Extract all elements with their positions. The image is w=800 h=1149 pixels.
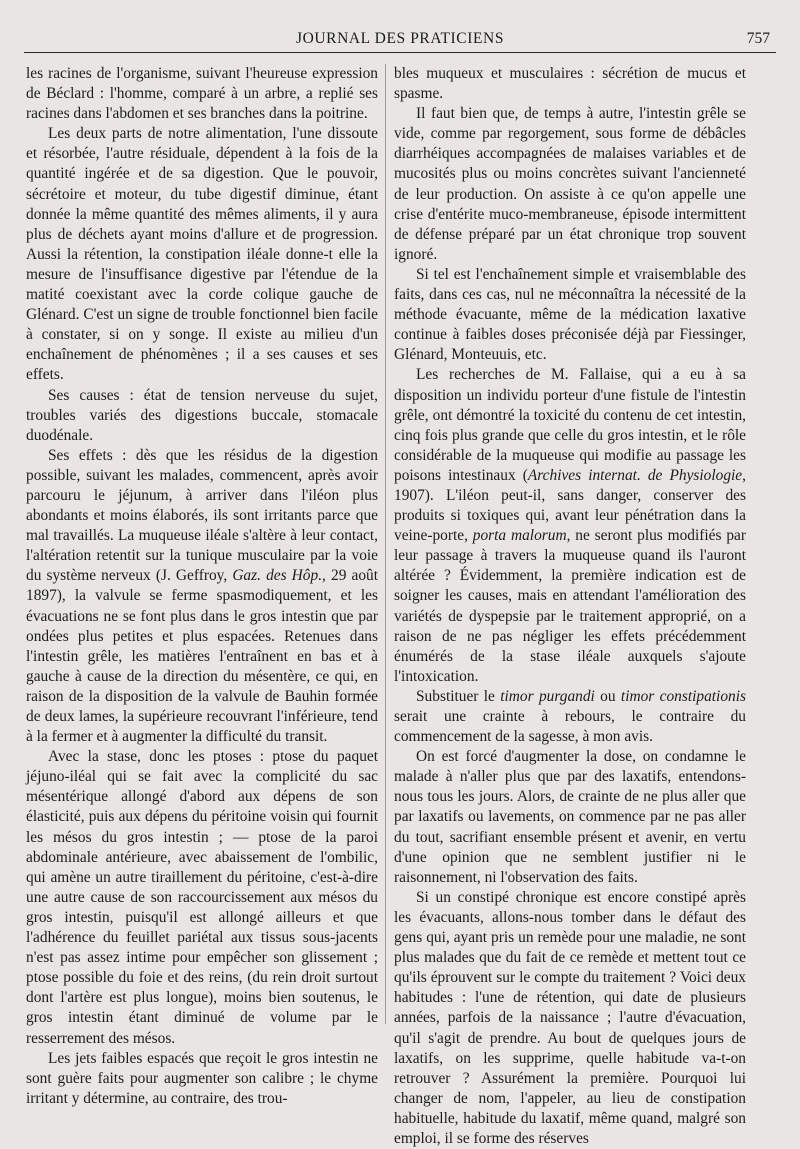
paragraph: bles muqueux et musculaires : sécrétion de mucus et spasme. (394, 65, 746, 103)
citation: Archives internat. de Physiologie (527, 466, 743, 484)
text-run: Les recherches de M. Fallaise, qui a eu à sa disposition un individu porteur d'une fistule de l'intestin grêle, ont démontré la toxicité du contenu de cet intestin, cinq fois plus grande que celle du gros intestin, et le rôle considérable de la muqueuse qui modifie au passage les poisons intestinaux ( (394, 366, 746, 484)
running-header (24, 28, 776, 53)
column-divider (385, 64, 386, 1024)
text-run: Ses effets : dès que les résidus de la digestion possible, suivant les malades, commencent, après avoir parcouru le jéjunum, à arriver dans l'iléon plus abondants et moins élaborés, ils sont irritants parce que mal travaillés. La muqueuse iléale s'altère à leur contact, l'altération retentit sur la tunique musculaire par la voie du système nerveux (J. Geffroy, (26, 446, 378, 585)
text-run: , ne seront plus modifiés par leur passage à travers la muqueuse quand ils l'auront altérée ? Évidemment, la première indication est de soigner les causes, mais en attendant l'amélioration des variétés de dyspepsie par le traitement approprié, on a raison de ne pas négliger les effets précédemment énumérés de la stase iléale auxquels s'ajoute l'intoxication. (394, 527, 746, 685)
paragraph: les racines de l'organisme, suivant l'heureuse expression de Béclard : l'homme, comparé à un arbre, a replié ses racines dans l'abdomen et ses branches dans la poitrine. (26, 65, 378, 123)
text-run: serait une crainte à rebours, le contraire du commencement de la sagesse, à mon avis. (394, 708, 746, 746)
paragraph: Ses causes : état de tension nerveuse du sujet, troubles variés des digestions buccale, stomacale duodénale. (26, 386, 378, 444)
paragraph: Les deux parts de notre alimentation, l'une dissoute et résorbée, l'autre résiduale, dépendent à la fois de la quantité ingérée et de sa digestion. Que le pouvoir, sécrétoire et moteur, du tube digestif diminue, étant donnée la même quantité des mêmes aliments, il y aura plus de déchets ayant moins d'allure et de progression. Aussi la rétention, la constipation iléale donne-t elle la mesure de l'insuffisance digestive par l'étendue de la matité coexistant avec la corde colique gauche de Glénard. C'est un signe de trouble fonctionnel bien facile à constater, si on y songe. Il existe au milieu d'un enchaînement de phénomènes ; il a ses causes et ses effets. (26, 125, 378, 384)
paragraph (26, 446, 378, 747)
text-run: Substituer le (416, 687, 501, 705)
citation: Gaz. des Hôp. (232, 567, 323, 585)
paragraph (394, 365, 746, 687)
journal-title: JOURNAL DES PRATICIENS (295, 30, 505, 47)
text-run: , 1907). L'iléon peut-il, sans danger, conserver des produits si toxiques qui, avant leur pénétration dans la veine-porte, (394, 466, 746, 545)
text-run: ou (594, 687, 621, 705)
left-column (26, 64, 378, 1109)
page-number: 757 (746, 30, 770, 47)
latin-phrase: timor purgandi (500, 687, 595, 705)
paragraph: Si un constipé chronique est encore constipé après les évacuants, allons-nous tomber dans le défaut des gens qui, ayant pris un remède pour une maladie, ne sont plus malades que du fait de ce remède et mettent tout ce qu'ils éprouvent sur le compte du traitement ? Voici deux habitudes : l'une de rétention, qui date de plusieurs années, parfois de la naissance ; l'autre d'évacuation, qu'il s'agit de prendre. Au bout de quelques jours de laxatifs, on les supprime, quelle habitude va-t-on retrouver ? Assurément la première. Pourquoi lui changer de nom, l'appeler, au lieu de constipation habituelle, habitude du laxatif, même quand, malgré son emploi, il se forme des réserves (394, 888, 746, 1147)
paragraph: Avec la stase, donc les ptoses : ptose du paquet jéjuno-iléal qui se fait avec la complicité du sac mésentérique allongé d'abord aux dépens de son élasticité, puis aux dépens du péritoine voisin qui fournit les mésos du gros intestin ; — ptose de la paroi abdominale antérieure, avec abaissement de l'ombilic, qui amène un autre tiraillement du péritoine, c'est-à-dire une autre cause de son raccourcissement aux mésos du gros intestin, puisqu'il est allongé ailleurs et que l'adhérence du feuillet pariétal aux tissus sous-jacents n'est pas assez intime pour empêcher son glissement ; ptose possible du foie et des reins, (du rein droit surtout dont l'artère est plus longue), moins bien soutenus, le gros intestin étant diminué de volume par le resserrement des mésos. (26, 748, 378, 1047)
right-column (394, 64, 746, 1149)
paragraph: Il faut bien que, de temps à autre, l'intestin grêle se vide, comme par regorgement, sous forme de débâcles diarrhéiques accompagnées de malaises variables et de mucosités plus ou moins concrètes suivant l'ancienneté de leur production. On assiste à ce qu'on appelle une crise d'entérite muco-membraneuse, épisode intermittent de défense préparé par un état chronique trop souvent ignoré. (394, 105, 746, 263)
text-run: , 29 août 1897), la valvule se ferme spasmodiquement, et les évacuations ne se font plus dans le gros intestin que par ondées plus petites et plus espacées. Retenues dans l'intestin grêle, les matières l'entraînent en bas et à gauche à cause de la direction du mésentère, ce qui, en raison de la disposition de la valvule de Bauhin formée de deux lames, la supérieure recouvrant l'inférieure, tend à la fermer et à augmenter la difficulté du transit. (26, 567, 378, 746)
paragraph: Si tel est l'enchaînement simple et vraisemblable des faits, dans ces cas, nul ne méconnaîtra la nécessité de la méthode évacuante, même de la médication laxative continue à faibles doses préconisée déjà par Fiessinger, Glénard, Monteuuis, etc. (394, 265, 746, 364)
paragraph: Les jets faibles espacés que reçoit le gros intestin ne sont guère faits pour augmenter son calibre ; le chyme irritant y détermine, au contraire, des trou- (26, 1049, 378, 1107)
latin-phrase: timor constipationis (620, 687, 746, 705)
paragraph: On est forcé d'augmenter la dose, on condamne le malade à n'aller plus que par des laxatifs, entendons-nous tous les jours. Alors, de crainte de ne plus aller que par laxatifs ou lavements, on commence par ne pas aller du tout, sacrifiant ensemble présent et avenir, en vertu d'une opinion que ne semblent justifier ni le raisonnement, ni l'observation des faits. (394, 748, 746, 886)
paragraph (394, 687, 746, 747)
latin-phrase: porta malorum (472, 527, 567, 545)
